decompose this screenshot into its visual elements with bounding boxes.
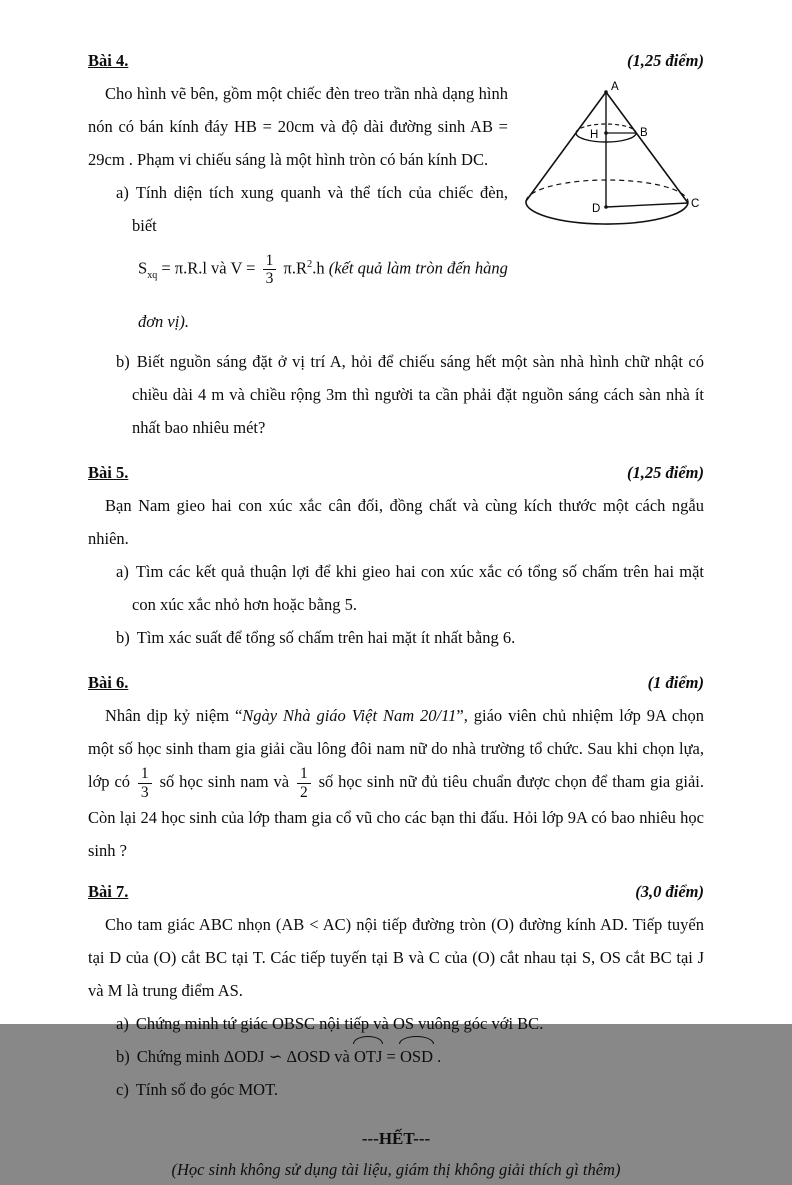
- fraction-numerator: 1: [265, 251, 274, 269]
- problem4-body: [88, 77, 704, 444]
- fraction-one-half: [297, 765, 311, 801]
- cone-diagram-svg: [516, 79, 704, 249]
- problem7-item-b: [88, 1040, 704, 1073]
- problem6-quote: Ngày Nhà giáo Việt Nam 20/11: [242, 705, 457, 725]
- problem6-points: (1 điểm): [647, 672, 704, 692]
- fraction-numerator: 1: [299, 765, 308, 783]
- label-D: D: [592, 203, 601, 215]
- problem4-label: Bài 4.: [88, 51, 129, 70]
- problem6-part4: số học sinh nữ đủ tiêu chuẩn được chọn để tham gia giải. Còn lại 24 học sinh của lớp tham gia cổ vũ cho các bạn thi đấu. Hỏi lớp 9A có bao nhiêu học sinh ?: [88, 771, 705, 860]
- formula-s: S: [138, 258, 148, 278]
- angle-OTJ: OTJ: [354, 1040, 382, 1073]
- formula-tail1: π.R: [283, 258, 307, 278]
- footer-note: (Học sinh không sử dụng tài liệu, giám thị không giải thích gì thêm): [171, 1159, 621, 1179]
- angle-OSD: OSD: [400, 1040, 433, 1073]
- item-marker: b): [116, 627, 130, 647]
- fraction-denominator: 2: [297, 783, 311, 801]
- problem5-heading: [88, 456, 704, 489]
- footer: [88, 1122, 704, 1185]
- problem6-label: Bài 6.: [88, 672, 129, 692]
- cone-right-slant: [606, 92, 688, 203]
- problem5-item-b-text: Tìm xác suất để tổng số chấm trên hai mặt ít nhất bằng 6.: [136, 627, 516, 647]
- fraction-numerator: 1: [140, 765, 149, 783]
- problem5-item-b: [88, 621, 704, 654]
- item-marker: a): [116, 1013, 129, 1033]
- problem7-item-a-text: Chứng minh tứ giác OBSC nội tiếp và OS vuông góc với BC.: [135, 1013, 544, 1033]
- problem7-points: (3,0 điểm): [635, 881, 704, 901]
- problem5-label: Bài 5.: [88, 462, 129, 482]
- formula-tail2: .h: [312, 258, 329, 278]
- problem5-points: (1,25 điểm): [627, 462, 704, 482]
- problem7-item-c: [88, 1073, 704, 1106]
- problem7-heading: [88, 875, 704, 908]
- problem7-intro: Cho tam giác ABC nhọn (AB < AC) nội tiếp đường tròn (O) đường kính AD. Tiếp tuyến tại D của (O) cắt BC tại T. Các tiếp tuyến tại B và C của (O) cắt nhau tại S, OS cắt BC tại J và M là trung điểm AS.: [88, 914, 704, 1000]
- problem4-item-b: [88, 345, 704, 444]
- problem6-part1: Nhân dịp kỷ niệm “: [105, 705, 243, 725]
- fraction-denominator: 3: [263, 269, 277, 287]
- problem6-heading: [88, 666, 704, 699]
- problem5-item-a-text: Tìm các kết quả thuận lợi để khi gieo hai con xúc xắc có tổng số chấm trên hai mặt con xúc xắc nhỏ hơn hoặc bằng 5.: [132, 561, 704, 614]
- label-B: B: [640, 127, 648, 139]
- problem7-item-c-text: Tính số đo góc MOT.: [135, 1079, 279, 1099]
- problem4-item-b-text: Biết nguồn sáng đặt ở vị trí A, hỏi để chiếu sáng hết một sàn nhà hình chữ nhật có chiều dài 4 m và chiều rộng 3m thì người ta cần phải đặt nguồn sáng cách sàn nhà ít nhất bao nhiêu mét?: [132, 351, 704, 437]
- end-marker: ---HẾT---: [361, 1128, 431, 1148]
- label-A: A: [611, 81, 619, 93]
- problem4-intro: Cho hình vẽ bên, gồm một chiếc đèn treo trần nhà dạng hình nón có bán kính đáy HB = 20cm và độ dài đường sinh AB = 29cm . Phạm vi chiếu sáng là một hình tròn có bán kính DC.: [88, 84, 508, 169]
- problem7-item-a: [88, 1007, 704, 1040]
- fraction-denominator: 3: [138, 783, 152, 801]
- formula-s-sub: xq: [147, 269, 158, 281]
- formula-fraction: [263, 252, 277, 288]
- equals-sign: =: [386, 1046, 396, 1066]
- item-marker: b): [116, 351, 130, 371]
- point-D: [604, 205, 608, 209]
- cone-figure: [516, 79, 704, 249]
- problem4-points: (1,25 điểm): [627, 51, 704, 70]
- problem4-heading: [88, 44, 704, 77]
- label-H: H: [590, 129, 599, 141]
- problem6-paragraph: [88, 699, 704, 867]
- point-A: [604, 90, 608, 94]
- formula-sup: 2: [306, 259, 313, 270]
- item-marker: a): [116, 183, 129, 202]
- item-marker: a): [116, 561, 129, 581]
- radius-DC: [606, 203, 688, 207]
- problem4-item-a-text: Tính diện tích xung quanh và thể tích của chiếc đèn, biết: [132, 183, 508, 235]
- label-C: C: [691, 198, 700, 210]
- problem6-part3: số học sinh nam và: [159, 771, 290, 791]
- point-H: [604, 131, 608, 135]
- item-marker: c): [116, 1079, 129, 1099]
- problem5-intro: Bạn Nam gieo hai con xúc xắc cân đối, đồng chất và cùng kích thước một cách ngẫu nhiên.: [88, 495, 704, 548]
- problem4-formula: [138, 242, 704, 345]
- fraction-one-third: [138, 765, 152, 801]
- item-marker: b): [116, 1046, 130, 1066]
- problem5-item-a: [88, 555, 704, 621]
- problem6-part2: ”, giáo viên chủ nhiệm lớp 9A chọn một số học sinh tham gia giải cầu lông đôi nam nữ do nhà trường tổ chức. Sau khi chọn lựa, lớp có: [88, 705, 705, 791]
- problem7-item-b-pre: Chứng minh ΔODJ ∽ ΔOSD và: [136, 1046, 354, 1066]
- formula-note: (kết quả làm tròn đến hàng đơn vị).: [138, 258, 508, 331]
- floor-circle-back: [526, 180, 688, 203]
- cone-left-slant: [526, 92, 606, 201]
- formula-mid: = π.R.l và V =: [157, 258, 256, 278]
- problem7-label: Bài 7.: [88, 881, 129, 901]
- problem7-item-b-post: .: [437, 1046, 442, 1066]
